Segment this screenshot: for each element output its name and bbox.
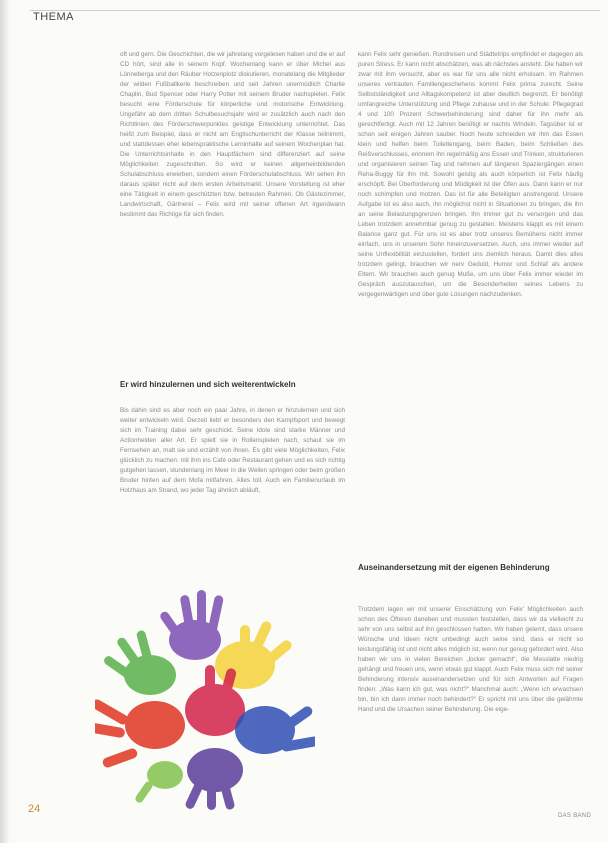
paragraph: oft und gern. Die Geschichten, die wir jahrelang vorgelesen haben und die er auf CD hört, sind alle in seinem Kopf. Wochenlang kann er über Michel aus Lönneberga und den Räuber Hotzenplotz diskutieren, monatelang die Mitglieder der wilden Fußballkerle beschreiben und seit Jahren unermüdlich Charlie Chaplin, Bud Spencer oder Harry Potter mit seinem Bruder nachspielen. Felix besucht eine Förderschule für körperliche und motorische Entwicklung. Ungefähr ab dem dritten Schulbesuchsjahr wird er zusätzlich auch nach den Richtlinien des Förderschwerpunktes geistige Entwicklung unterrichtet. Das heißt zum Beispiel, dass er nicht am Englischunterricht der Klasse teilnimmt, und stattdessen eher lebenspraktische Lerninhalte auf seinem Wochenplan hat. Die Unterrichtsinhalte in den Hauptfächern sind differenziert auf seine Möglichkeiten zugeschnitten. So wird er keinen allgemeinbildenden Schulabschluss erwerben, sondern einen Förderschulabschluss. Wir sehen ihn daraus später nicht auf dem ersten Arbeitsmarkt. Unsere Vorstellung ist eher eine Tätigkeit in einem geschützten bzw. betreuten Rahmen. Ob Gästezimmer, Landwirtschaft, Gärtnerei – Felix wird mit seiner offenen Art irgendwann bestimmt das Richtige für sich finden. [120,51,345,218]
page-number: 24 [28,803,41,815]
paragraph: kann Felix sehr genießen. Rundreisen und Städtetrips empfindet er dagegen als puren Stress. Er kann nicht abschätzen, was ab nächstes ansteht. Die haben wir zwar mit ihm versucht, aber es war für uns alle nicht erholsam. Im Rahmen unseres vertrauten Familiengeschehens kommt Felix prima zurecht. Seine Selbstständigkeit und Alltagskompetenz ist aber deutlich begrenzt. Er benötigt umfangreiche Unterstützung und Pflege zuhause und in der Schule: Pflegegrad 4 und 100 Prozent Schwerbehinderung sind daher für ihn mehr als gerechtfertigt. Auch mit 12 Jahren benötigt er nachts Windeln. Tagsüber ist er schon seit einigen Jahren sauber. Noch heute schneiden wir ihm das Essen klein und helfen beim Toilettengang, beim Baden, beim Schließen des Reißverschlusses, erinnern ihn regelmäßig ans Essen und Trinken, strukturieren und organisieren seinen Tag und nehmen auf längeren Spaziergängen einen Reha-Buggy für ihn mit. Sowohl geistig als auch körperlich ist Felix häufig erschöpft. Bei Überforderung und Müdigkeit ist der Ofen aus. Dann kann er nur noch schimpfen und motzen. Das ist für alle Beteiligten anstrengend. Unsere Aufgabe ist es also auch, ihn möglichst nicht in Situationen zu bringen, die ihn an seine Belastungsgrenzen bringen. Ihn immer gut zu versorgen und das Leben trotzdem annehmbar genug zu gestalten. Meistens klappt es mit einem Balance ganz gut. Für uns ist es aber trotz unseres Bemühens nicht immer einfach, uns in unserem Sohn hineinzuversetzen. Auch, uns immer wieder auf seine Unflexibilität einzustellen, fordert uns ziemlich heraus. Damit dies alles trotzdem gelingt, brauchen wir nerv Geduld, Humor und Schlaf als andere Eltern. Wir brauchen auch genug Muße, um uns über Felix immer wieder im Gespräch auszutauschen, um die Besonderheiten seines Lebens zu vergegenwärtigen und über gute Lösungen nachzudenken. [358,51,583,298]
top-rule [30,10,600,11]
handprints-illustration [95,580,315,810]
blue-handprint [235,704,315,754]
section-title: THEMA [33,11,74,23]
subheading-left: Er wird hinzulernen und sich weiterentwickeln [120,380,296,389]
left-column-bottom [120,406,345,496]
violet-handprint [184,748,243,810]
right-column-top [358,50,583,300]
subheading-right: Auseinandersetzung mit der eigenen Behinderung [358,563,550,572]
right-column-bottom [358,605,583,715]
lime-handprint [134,761,183,804]
red-handprint [95,698,185,769]
left-column-top [120,50,345,220]
paragraph: Bis dahin sind es aber noch ein paar Jahre, in denen er hinzulernen und sich weiter entwickeln wird. Derzeit liebt er besonders den Kampfsport und bewegt sich im Training dabei sehr geschickt. Seine Idole sind starke Männer und Actionhelden aller Art. Er spielt sie in Rollenspielen nach, schaut sie im Fernsehen an, malt sie und erzählt von ihnen. Es gibt viele Möglichkeiten, Felix glücklich zu machen: mit ihm ins Café oder Restaurant gehen und es sich richtig gutgehen lassen, stundenlang im Meer in die Wellen springen oder beim großen Bruder hinten auf dem Mofa mitfahren. Alles toll. Auch ein Familienurlaub im Holzhaus am Strand, wo jeder Tag ähnlich abläuft, [120,407,345,494]
magazine-name: DAS BAND [558,813,592,819]
green-handprint [102,630,176,695]
scan-shadow [0,0,10,843]
purple-handprint [159,590,225,660]
paragraph: Trotzdem lagen wir mit unserer Einschätzung von Felix' Möglichkeiten auch schon des Öfteren daneben und mussten feststellen, dass wir da vielleicht zu sehr von uns selbst auf ihn geschlossen hatten. Wir haben gelernt, dass unsere Wünsche und Ideen nicht unbedingt auch seine sind, dass er nicht so leistungsfähig ist und nicht alles möglich ist, wenn nur genug gefordert wird. Also haben wir uns in vielen Bereichen „locker gemacht“, die Messlatte niedrig gehängt und freuen uns, wenn etwas gut klappt. Auch Felix muss sich mit seiner Behinderung intensiv auseinandersetzen und für sich Antworten auf Fragen finden: „Was kann ich gut, was nicht?“ Manchmal auch: „Wenn ich erwachsen bin, bin ich dann immer noch behindert?“ Er spricht mit uns über die gelähmte Hand und die Ursachen seiner Behinderung. Die eige- [358,606,583,713]
